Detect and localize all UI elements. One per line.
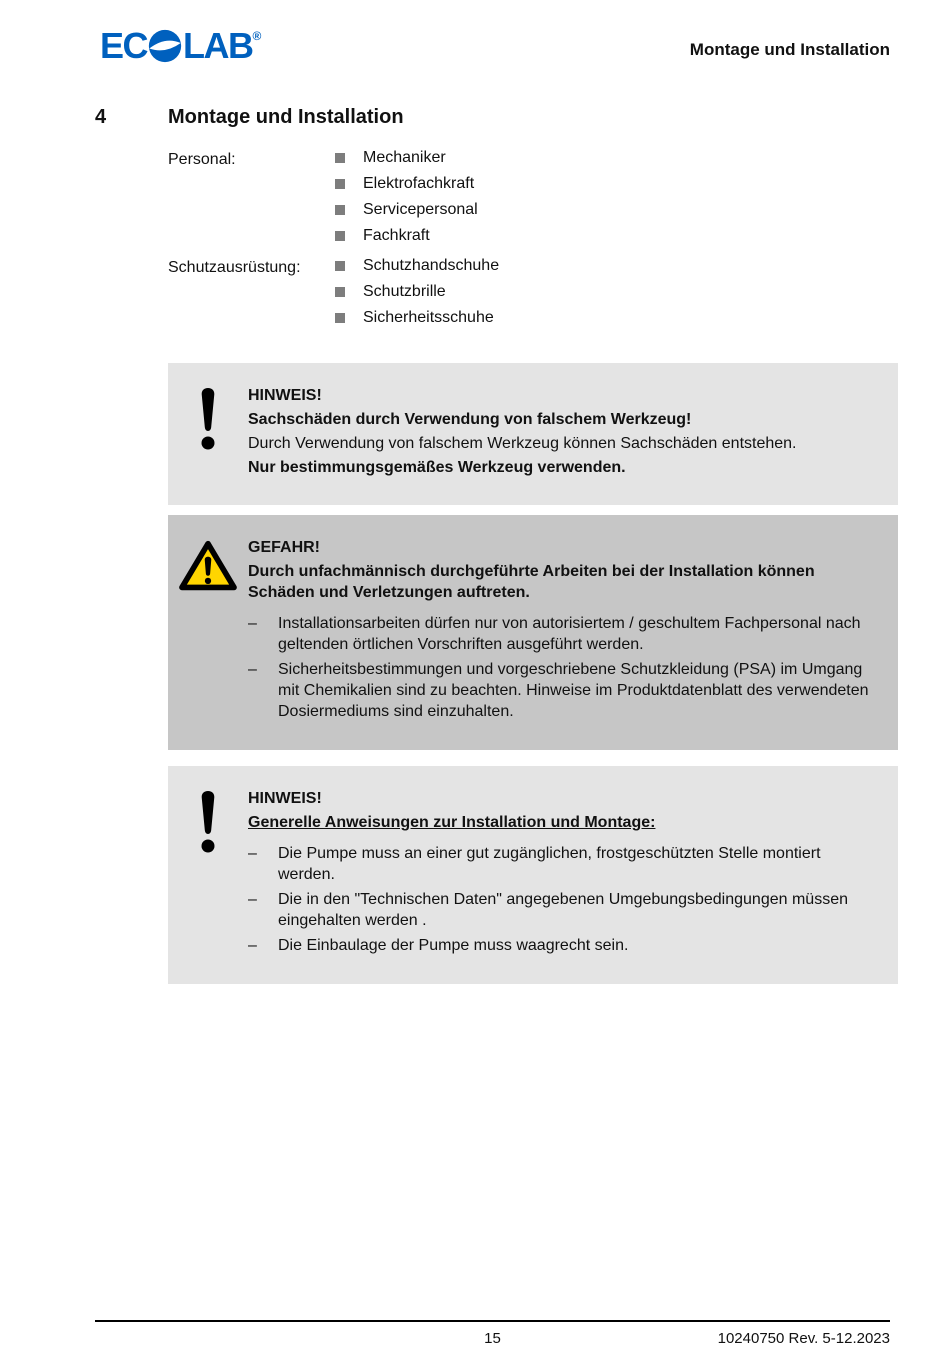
square-bullet-icon: [335, 205, 345, 215]
notice-title: HINWEIS!: [248, 790, 322, 807]
list-item: [335, 309, 499, 327]
notice-body: [248, 385, 874, 481]
notice-list: [248, 843, 874, 956]
list-item-label: Fachkraft: [363, 227, 430, 244]
personal-list: [335, 149, 478, 253]
list-item-label: Elektrofachkraft: [363, 175, 475, 192]
notice-subtitle: Generelle Anweisungen zur Installation und Montage:: [248, 814, 656, 831]
main-content: [0, 106, 950, 984]
notice-text: Durch Verwendung von falschem Werkzeug können Sachschäden entstehen.: [248, 435, 797, 452]
footer-divider: [95, 1320, 890, 1322]
notice-title: HINWEIS!: [248, 387, 322, 404]
list-item: [335, 257, 499, 275]
square-bullet-icon: [335, 287, 345, 297]
schutzausruestung-list: [335, 257, 499, 335]
danger-box-installation: [168, 515, 898, 750]
registered-trademark: ®: [252, 29, 262, 43]
page-number: 15: [484, 1330, 501, 1347]
page-header: [0, 0, 950, 64]
square-bullet-icon: [335, 153, 345, 163]
list-item-text: – Die in den "Technischen Daten" angegebenen Umgebungsbedingungen müssen eingehalten werden .: [278, 891, 848, 929]
exclamation-icon: [197, 788, 219, 960]
list-item: [335, 283, 499, 301]
list-item-label: Sicherheitsschuhe: [363, 309, 494, 326]
schutzausruestung-label: Schutzausrüstung:: [168, 259, 301, 276]
list-item: [248, 935, 874, 956]
notice-body: [248, 788, 874, 960]
list-item-text: – Die Einbaulage der Pumpe muss waagrecht sein.: [278, 937, 629, 954]
notice-subtitle: Sachschäden durch Verwendung von falschem Werkzeug!: [248, 411, 692, 428]
page-footer: [95, 1320, 890, 1350]
list-item: [248, 889, 874, 931]
qualification-block: [95, 149, 898, 335]
warning-triangle-icon: [178, 537, 238, 726]
danger-body: [248, 537, 874, 726]
list-item: [335, 201, 478, 219]
running-header: Montage und Installation: [689, 40, 890, 59]
list-item-label: Servicepersonal: [363, 201, 478, 218]
list-item-text: – Installationsarbeiten dürfen nur von autorisiertem / geschultem Fachpersonal nach geltenden örtlichen Vorschriften ausgeführt werden.: [278, 615, 861, 653]
danger-title: GEFAHR!: [248, 539, 320, 556]
notice-text-bold: Nur bestimmungsgemäßes Werkzeug verwenden.: [248, 459, 626, 476]
list-item-label: Schutzbrille: [363, 283, 446, 300]
schutzausruestung-row: [168, 257, 898, 335]
section-number: 4: [95, 106, 107, 128]
square-bullet-icon: [335, 313, 345, 323]
square-bullet-icon: [335, 179, 345, 189]
footer-row: [95, 1330, 890, 1350]
logo-text-lab: LAB: [183, 25, 253, 66]
list-item: [248, 659, 874, 722]
notice-box-generell: [168, 766, 898, 984]
ecolab-logo: [100, 25, 262, 66]
section-heading: [95, 106, 898, 129]
document-revision: 10240750 Rev. 5-12.2023: [717, 1330, 890, 1347]
section-title: Montage und Installation: [168, 106, 404, 128]
list-item-label: Schutzhandschuhe: [363, 257, 500, 274]
list-item: [248, 843, 874, 885]
personal-row: [168, 149, 898, 253]
list-item-text: – Die Pumpe muss an einer gut zugänglichen, frostgeschützten Stelle montiert werden.: [278, 845, 821, 883]
globe-icon: [148, 29, 182, 63]
danger-subtitle: Durch unfachmännisch durchgeführte Arbeiten bei der Installation können Schäden und Verletzungen auftreten.: [248, 563, 815, 601]
list-item: [248, 613, 874, 655]
list-item-label: Mechaniker: [363, 149, 446, 166]
square-bullet-icon: [335, 261, 345, 271]
square-bullet-icon: [335, 231, 345, 241]
danger-list: [248, 613, 874, 722]
personal-label: Personal:: [168, 151, 236, 168]
list-item-text: – Sicherheitsbestimmungen und vorgeschriebene Schutzkleidung (PSA) im Umgang mit Chemikalien sind zu beachten. Hinweise im Produktdatenblatt des verwendeten Dosiermediums sind einzuhalten.: [278, 661, 869, 720]
list-item: [335, 175, 478, 193]
list-item: [335, 227, 478, 245]
notice-box-werkzeug: [168, 363, 898, 505]
exclamation-icon: [197, 385, 219, 481]
logo-text-ec: EC: [100, 25, 148, 66]
list-item: [335, 149, 478, 167]
